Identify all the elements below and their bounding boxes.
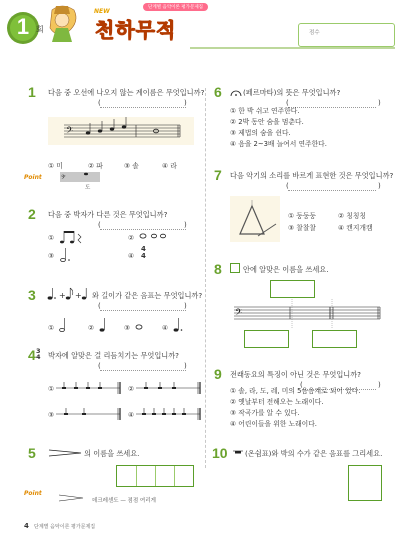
- q1-point-label: Point: [24, 174, 42, 181]
- q7-option-1[interactable]: ① 둥둥둥: [288, 212, 316, 220]
- q8-answer-box-left[interactable]: [244, 330, 289, 348]
- whole-rest-icon: [232, 449, 244, 457]
- q2-option-2[interactable]: ②: [128, 234, 135, 242]
- q4-option-2[interactable]: ②: [128, 385, 135, 393]
- q1-option-2[interactable]: ② 파: [88, 162, 103, 170]
- q4-opt1-rhythm: [56, 378, 122, 398]
- q2-option-1[interactable]: ①: [48, 234, 55, 242]
- q7-number: 7: [214, 167, 222, 183]
- book-subtitle: 단계별 음악이론 평가문제집: [143, 3, 208, 11]
- q7-paren-close: ): [378, 182, 381, 190]
- q2-number: 2: [28, 206, 36, 222]
- q1-answer-line[interactable]: [100, 107, 186, 108]
- q3-opt1-note: [58, 316, 68, 334]
- q4-text: 박자에 알맞은 걸 리듬치기는 무엇입니까?: [48, 351, 179, 360]
- column-divider: [205, 88, 206, 468]
- decrescendo-icon: [58, 494, 84, 502]
- q8-text: 안에 알맞은 이름을 쓰세요.: [243, 265, 329, 274]
- bass-clef-icon: 𝄢: [235, 307, 243, 320]
- time-sig-bottom: 4: [141, 252, 146, 260]
- q2-opt1-notes: [58, 228, 84, 246]
- bass-clef-icon: 𝄢: [61, 174, 66, 182]
- episode-suffix: 회: [36, 25, 44, 34]
- q4-paren-open: (: [98, 362, 101, 370]
- q3-option-3[interactable]: ③: [124, 324, 131, 332]
- q3-option-4[interactable]: ④: [162, 324, 169, 332]
- q3-text: 와 길이가 같은 음표는 무엇입니까?: [92, 291, 203, 300]
- q2-option-3[interactable]: ③: [48, 252, 55, 260]
- q4-time-signature: [36, 348, 41, 360]
- q5-answer-box[interactable]: [116, 465, 194, 487]
- q3-plus-1: +: [59, 291, 66, 300]
- footer-text: 단계별 음악이론 평가문제집: [34, 524, 96, 530]
- q10-text: (온쉼표)와 박의 수가 같은 음표를 그리세요.: [245, 449, 383, 458]
- q6-option-1[interactable]: ① 한 박 쉬고 연주한다.: [230, 107, 300, 115]
- q9-number: 9: [214, 366, 222, 382]
- q2-opt3-note: [58, 246, 74, 264]
- q10-number: 10: [212, 445, 228, 461]
- q1-number: 1: [28, 84, 36, 100]
- decrescendo-icon: [48, 448, 82, 458]
- q7-paren-open: (: [286, 182, 289, 190]
- q4-opt2-rhythm: [136, 378, 202, 398]
- q6-paren-close: ): [378, 99, 381, 107]
- q1-option-4[interactable]: ④ 라: [162, 162, 177, 170]
- time-sig-top: 3: [36, 347, 41, 355]
- q7-text: 다음 악기의 소리를 바르게 표현한 것은 무엇입니까?: [230, 171, 394, 180]
- q4-number: 4: [28, 347, 36, 363]
- q7-option-3[interactable]: ③ 찰찰찰: [288, 224, 316, 232]
- q4-answer-line[interactable]: [100, 370, 186, 371]
- q1-staff: [48, 117, 194, 145]
- q8-staff: [230, 299, 382, 329]
- q9-option-3[interactable]: ③ 작곡가를 알 수 있다.: [230, 409, 300, 417]
- q2-time-signature: [141, 246, 146, 260]
- q3-opt4-note: [172, 316, 186, 334]
- q4-paren-close: ): [184, 362, 187, 370]
- q5-number: 5: [28, 445, 36, 461]
- q3-opt2-note: [98, 316, 108, 334]
- q9-option-2[interactable]: ② 옛날부터 전해오는 노래이다.: [230, 398, 324, 406]
- q8-inline-box: [230, 263, 240, 273]
- q8-answer-box-right[interactable]: [312, 330, 357, 348]
- q3-option-2[interactable]: ②: [88, 324, 95, 332]
- time-sig-bottom: 4: [36, 353, 41, 361]
- q2-text: 다음 중 박자가 다른 것은 무엇입니까?: [48, 210, 168, 219]
- q7-answer-line[interactable]: [288, 190, 376, 191]
- q9-paren-close: ): [378, 381, 381, 389]
- q3-number: 3: [28, 287, 36, 303]
- bass-clef-icon: 𝄢: [66, 125, 74, 138]
- q6-answer-line[interactable]: [288, 107, 376, 108]
- q3-answer-line[interactable]: [100, 310, 186, 311]
- q5-hint-text: 데크레센도 — 점점 여리게: [92, 498, 156, 504]
- q8-number: 8: [214, 261, 222, 277]
- score-box[interactable]: [298, 23, 395, 47]
- fermata-icon: [230, 89, 242, 97]
- q4-opt3-rhythm: [56, 404, 122, 424]
- q2-opt2-notes: [138, 229, 174, 243]
- q1-paren-close: ): [184, 99, 187, 107]
- q8-answer-box-top[interactable]: [270, 280, 315, 298]
- q9-text: 전래동요의 특징이 아닌 것은 무엇입니까?: [230, 370, 361, 379]
- q4-option-1[interactable]: ①: [48, 385, 55, 393]
- new-badge: NEW: [94, 8, 110, 15]
- q3-paren-close: ): [184, 302, 187, 310]
- q6-option-4[interactable]: ④ 음을 2~3배 늘여서 연주한다.: [230, 140, 327, 148]
- q1-option-3[interactable]: ③ 솔: [124, 162, 139, 170]
- q1-text: 다음 중 오선에 나오지 않는 계이름은 무엇입니까?: [48, 88, 205, 97]
- q4-option-4[interactable]: ④: [128, 411, 135, 419]
- q7-option-4[interactable]: ④ 캔지개캠: [338, 224, 373, 232]
- time-sig-top: 4: [141, 245, 146, 253]
- book-title: 천하무적: [95, 18, 177, 42]
- q6-paren-open: (: [286, 99, 289, 107]
- q4-opt4-rhythm: [136, 404, 202, 424]
- q2-paren-close: ): [184, 221, 187, 229]
- q1-hint-text: 도: [85, 185, 91, 191]
- q6-option-3[interactable]: ③ 제법의 숨을 쉰다.: [230, 129, 291, 137]
- q3-paren-open: (: [98, 302, 101, 310]
- rest-icon: [78, 234, 81, 243]
- q6-text: (페르마타)의 뜻은 무엇입니까?: [243, 88, 341, 97]
- q9-option-1[interactable]: ① 솔, 라, 도, 레, 미의 5음음계로 되어 있다.: [230, 387, 361, 395]
- episode-number: 1: [16, 14, 30, 39]
- q1-option-1[interactable]: ① 미: [48, 162, 63, 170]
- q1-paren-open: (: [98, 99, 101, 107]
- q9-paren-open: (: [300, 381, 303, 389]
- q1-hint-staff: [60, 171, 100, 183]
- q5-text: 의 이름을 쓰세요.: [84, 449, 140, 458]
- q5-point-label: Point: [24, 490, 42, 497]
- q3-plus-2: +: [75, 291, 82, 300]
- q2-paren-open: (: [98, 221, 101, 229]
- q10-answer-box[interactable]: [348, 465, 382, 501]
- q4-option-3[interactable]: ③: [48, 411, 55, 419]
- triangle-instrument-icon: [230, 196, 280, 242]
- q2-option-4[interactable]: ④: [128, 252, 135, 260]
- q9-option-4[interactable]: ④ 어린이들을 위한 노래이다.: [230, 420, 317, 428]
- page-number: 4: [24, 522, 29, 530]
- q6-option-2[interactable]: ② 2박 동안 숨을 멈춘다.: [230, 118, 304, 126]
- score-label: 점수: [309, 30, 320, 36]
- q3-option-1[interactable]: ①: [48, 324, 55, 332]
- q3-opt3-note: [134, 318, 144, 332]
- q6-number: 6: [214, 84, 222, 100]
- q3-note-expression: [46, 286, 92, 302]
- q7-option-2[interactable]: ② 칭칭칭: [338, 212, 366, 220]
